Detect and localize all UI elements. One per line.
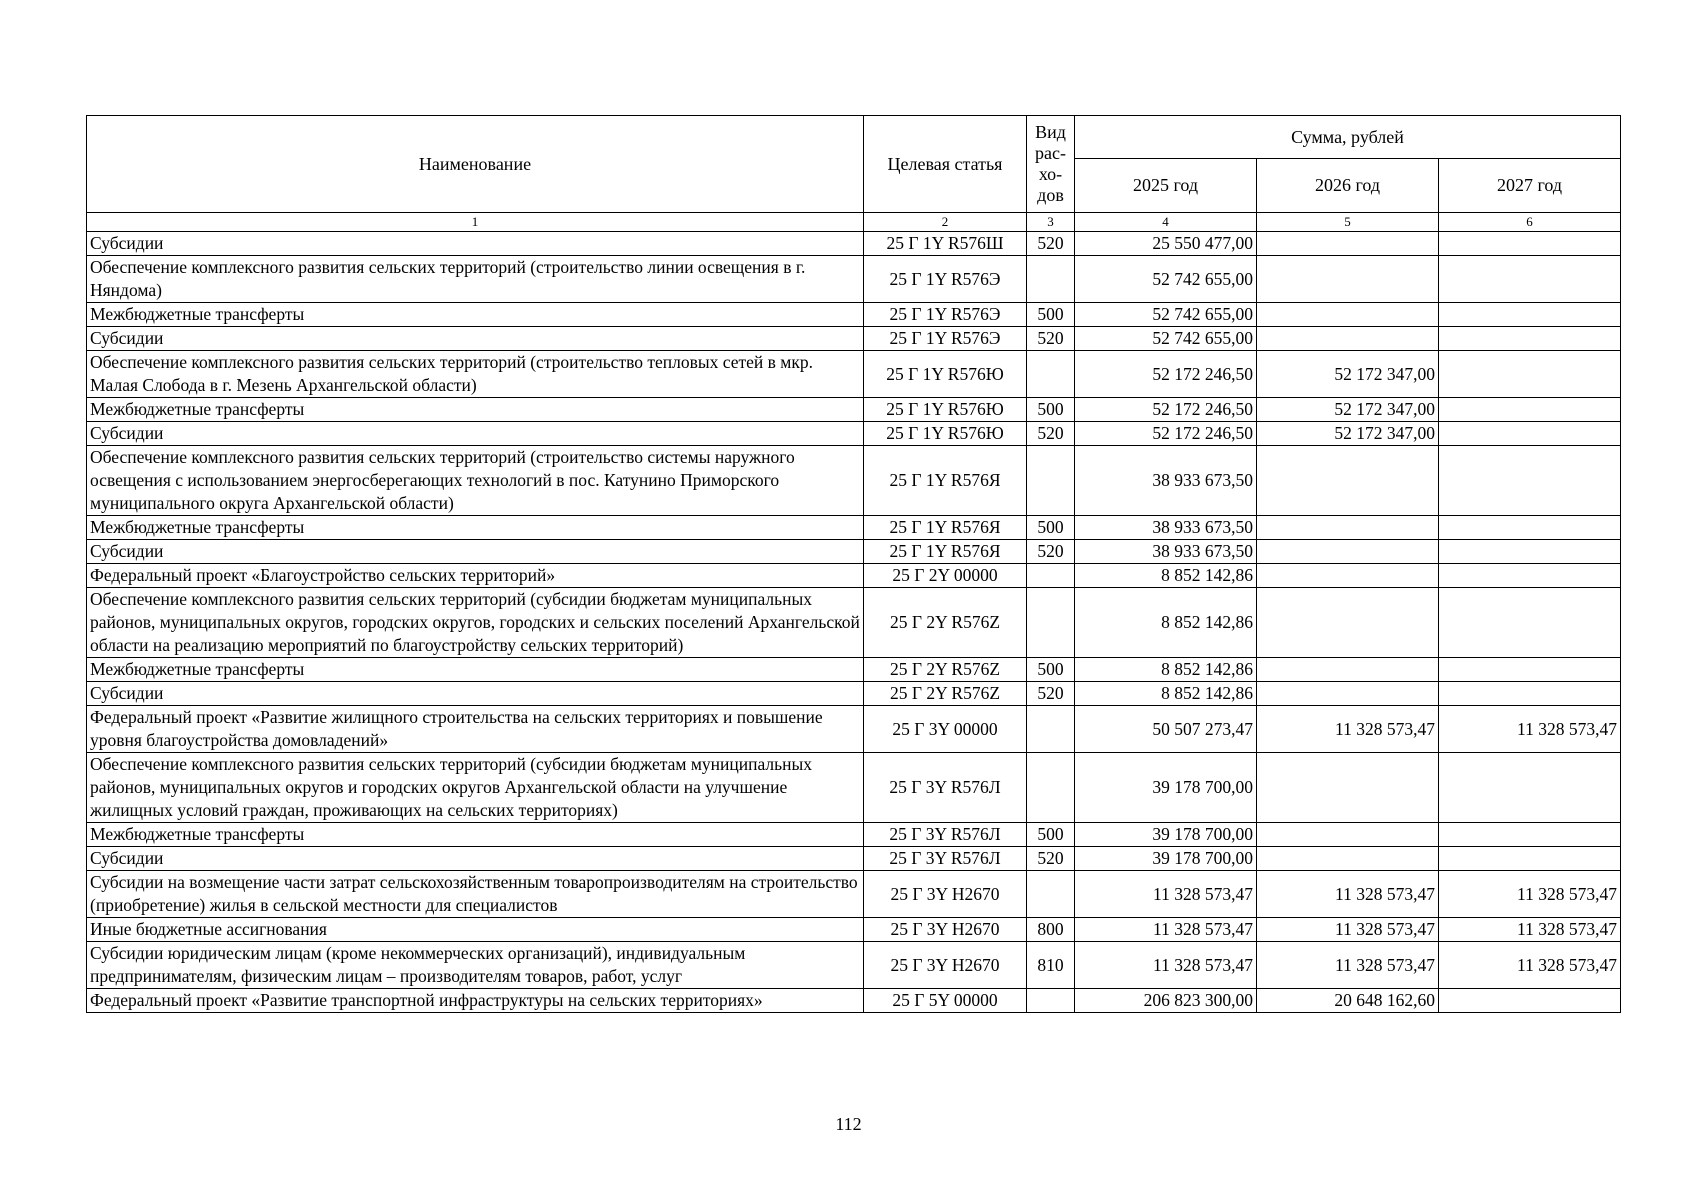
page-number: 112 [835,1114,862,1134]
table-row [87,351,1621,398]
row-sum-2027 [1439,516,1621,540]
table-row [87,989,1621,1013]
row-name: Субсидии [87,540,864,564]
table-row [87,327,1621,351]
row-name: Обеспечение комплексного развития сельских территорий (строительство системы наружного освещения с использованием энергосберегающих технологий в пос. Катунино Приморского муниципального округа Архангельской области) [87,446,864,516]
row-code: 25 Г 1Y R576Э [864,256,1027,303]
row-sum-2025: 52 172 246,50 [1075,351,1257,398]
row-sum-2026: 52 172 347,00 [1257,422,1439,446]
row-code: 25 Г 1Y R576Э [864,303,1027,327]
row-name: Субсидии [87,682,864,706]
row-sum-2025: 38 933 673,50 [1075,446,1257,516]
row-name: Обеспечение комплексного развития сельских территорий (субсидии бюджетам муниципальных районов, муниципальных округов и городских округов Архангельской области на улучшение жилищных условий граждан, проживающих на сельских территориях) [87,753,864,823]
row-vid [1027,256,1075,303]
table-row [87,256,1621,303]
row-sum-2026 [1257,823,1439,847]
row-sum-2025: 25 550 477,00 [1075,232,1257,256]
row-sum-2026 [1257,658,1439,682]
row-code: 25 Г 3Y Н2670 [864,918,1027,942]
row-sum-2026: 52 172 347,00 [1257,351,1439,398]
table-row [87,422,1621,446]
row-sum-2026: 11 328 573,47 [1257,706,1439,753]
row-sum-2027 [1439,682,1621,706]
row-vid: 500 [1027,398,1075,422]
row-code: 25 Г 1Y R576Ю [864,422,1027,446]
row-vid: 500 [1027,303,1075,327]
header-year-2025: 2025 год [1075,159,1257,213]
row-name: Субсидии юридическим лицам (кроме некоммерческих организаций), индивидуальным предпринимателям, физическим лицам – производителям товаров, работ, услуг [87,942,864,989]
row-name: Обеспечение комплексного развития сельских территорий (субсидии бюджетам муниципальных районов, муниципальных округов, городских округов, городских и сельских поселений Архангельской области на реализацию мероприятий по благоустройству сельских территорий) [87,588,864,658]
row-sum-2027 [1439,540,1621,564]
row-name: Субсидии на возмещение части затрат сельскохозяйственным товаропроизводителям на строительство (приобретение) жилья в сельской местности для специалистов [87,871,864,918]
row-sum-2027: 11 328 573,47 [1439,706,1621,753]
row-sum-2026: 11 328 573,47 [1257,918,1439,942]
row-sum-2025: 39 178 700,00 [1075,753,1257,823]
row-vid: 500 [1027,658,1075,682]
row-name: Межбюджетные трансферты [87,303,864,327]
table-row [87,658,1621,682]
row-code: 25 Г 2Y R576Z [864,588,1027,658]
row-sum-2025: 38 933 673,50 [1075,540,1257,564]
row-code: 25 Г 3Y Н2670 [864,871,1027,918]
row-sum-2026 [1257,327,1439,351]
table-row [87,303,1621,327]
row-sum-2027 [1439,303,1621,327]
table-row [87,942,1621,989]
row-name: Межбюджетные трансферты [87,398,864,422]
row-code: 25 Г 3Y R576Л [864,823,1027,847]
header-name: Наименование [87,116,864,213]
row-sum-2026 [1257,847,1439,871]
row-sum-2027 [1439,446,1621,516]
column-number: 2 [864,213,1027,232]
column-number: 6 [1439,213,1621,232]
row-sum-2026 [1257,753,1439,823]
row-sum-2026: 11 328 573,47 [1257,871,1439,918]
column-number: 4 [1075,213,1257,232]
column-number: 5 [1257,213,1439,232]
row-vid [1027,989,1075,1013]
row-vid: 520 [1027,232,1075,256]
table-row [87,564,1621,588]
table-row [87,847,1621,871]
row-vid: 520 [1027,540,1075,564]
row-sum-2026 [1257,588,1439,658]
row-name: Федеральный проект «Развитие жилищного строительства на сельских территориях и повышение уровня благоустройства домовладений» [87,706,864,753]
row-sum-2027 [1439,658,1621,682]
row-vid [1027,706,1075,753]
row-vid [1027,753,1075,823]
row-code: 25 Г 1Y R576Ю [864,398,1027,422]
row-vid: 810 [1027,942,1075,989]
row-sum-2025: 52 172 246,50 [1075,398,1257,422]
row-code: 25 Г 1Y R576Я [864,540,1027,564]
row-sum-2027 [1439,823,1621,847]
row-sum-2025: 11 328 573,47 [1075,942,1257,989]
row-sum-2027 [1439,232,1621,256]
table-row [87,753,1621,823]
row-sum-2025: 52 742 655,00 [1075,327,1257,351]
row-sum-2027: 11 328 573,47 [1439,918,1621,942]
row-sum-2025: 52 742 655,00 [1075,303,1257,327]
column-numbers-row [87,213,1621,232]
row-sum-2025: 52 172 246,50 [1075,422,1257,446]
row-sum-2025: 8 852 142,86 [1075,588,1257,658]
row-sum-2026: 11 328 573,47 [1257,942,1439,989]
row-name: Субсидии [87,327,864,351]
row-code: 25 Г 1Y R576Э [864,327,1027,351]
table-row [87,516,1621,540]
row-sum-2027 [1439,351,1621,398]
row-name: Федеральный проект «Развитие транспортной инфраструктуры на сельских территориях» [87,989,864,1013]
row-code: 25 Г 2Y R576Z [864,658,1027,682]
row-sum-2027 [1439,989,1621,1013]
row-sum-2026: 52 172 347,00 [1257,398,1439,422]
row-sum-2025: 8 852 142,86 [1075,564,1257,588]
row-vid: 500 [1027,823,1075,847]
row-sum-2026: 20 648 162,60 [1257,989,1439,1013]
table-row [87,588,1621,658]
row-sum-2027: 11 328 573,47 [1439,942,1621,989]
table-row [87,823,1621,847]
row-sum-2027 [1439,256,1621,303]
row-vid [1027,351,1075,398]
row-code: 25 Г 2Y R576Z [864,682,1027,706]
table-row [87,706,1621,753]
row-sum-2025: 50 507 273,47 [1075,706,1257,753]
row-sum-2025: 39 178 700,00 [1075,823,1257,847]
row-code: 25 Г 3Y R576Л [864,847,1027,871]
row-sum-2025: 11 328 573,47 [1075,918,1257,942]
row-sum-2026 [1257,564,1439,588]
row-sum-2025: 206 823 300,00 [1075,989,1257,1013]
row-name: Субсидии [87,232,864,256]
row-vid [1027,446,1075,516]
row-name: Межбюджетные трансферты [87,658,864,682]
row-name: Межбюджетные трансферты [87,516,864,540]
row-name: Обеспечение комплексного развития сельских территорий (строительство тепловых сетей в мкр. Малая Слобода в г. Мезень Архангельской области) [87,351,864,398]
row-sum-2026 [1257,232,1439,256]
row-vid [1027,588,1075,658]
row-vid: 520 [1027,847,1075,871]
row-sum-2027: 11 328 573,47 [1439,871,1621,918]
row-sum-2025: 52 742 655,00 [1075,256,1257,303]
row-vid: 520 [1027,327,1075,351]
row-sum-2027 [1439,398,1621,422]
row-code: 25 Г 5Y 00000 [864,989,1027,1013]
table-row [87,918,1621,942]
row-name: Иные бюджетные ассигнования [87,918,864,942]
column-number: 1 [87,213,864,232]
header-vid: Вид рас-хо-дов [1027,116,1075,213]
row-sum-2025: 8 852 142,86 [1075,658,1257,682]
row-sum-2026 [1257,516,1439,540]
row-sum-2027 [1439,753,1621,823]
column-number: 3 [1027,213,1075,232]
row-sum-2026 [1257,256,1439,303]
row-sum-2026 [1257,540,1439,564]
row-vid: 800 [1027,918,1075,942]
table-row [87,540,1621,564]
row-code: 25 Г 3Y R576Л [864,753,1027,823]
row-sum-2025: 39 178 700,00 [1075,847,1257,871]
row-code: 25 Г 3Y Н2670 [864,942,1027,989]
table-row [87,871,1621,918]
row-code: 25 Г 1Y R576Я [864,446,1027,516]
row-code: 25 Г 1Y R576Ш [864,232,1027,256]
row-sum-2027 [1439,327,1621,351]
row-name: Субсидии [87,422,864,446]
row-vid: 500 [1027,516,1075,540]
row-code: 25 Г 1Y R576Ю [864,351,1027,398]
row-code: 25 Г 2Y 00000 [864,564,1027,588]
table-row [87,398,1621,422]
header-code: Целевая статья [864,116,1027,213]
header-year-2027: 2027 год [1439,159,1621,213]
row-sum-2026 [1257,682,1439,706]
row-sum-2026 [1257,446,1439,516]
row-sum-2025: 11 328 573,47 [1075,871,1257,918]
row-code: 25 Г 3Y 00000 [864,706,1027,753]
budget-table [86,115,1621,1013]
table-row [87,446,1621,516]
row-name: Обеспечение комплексного развития сельских территорий (строительство линии освещения в г. Няндома) [87,256,864,303]
row-vid: 520 [1027,422,1075,446]
table-row [87,232,1621,256]
row-sum-2027 [1439,422,1621,446]
row-vid [1027,564,1075,588]
row-sum-2026 [1257,303,1439,327]
row-sum-2027 [1439,588,1621,658]
row-name: Федеральный проект «Благоустройство сельских территорий» [87,564,864,588]
row-name: Межбюджетные трансферты [87,823,864,847]
row-sum-2027 [1439,847,1621,871]
row-code: 25 Г 1Y R576Я [864,516,1027,540]
header-year-2026: 2026 год [1257,159,1439,213]
row-sum-2025: 8 852 142,86 [1075,682,1257,706]
table-row [87,682,1621,706]
row-sum-2027 [1439,564,1621,588]
row-vid: 520 [1027,682,1075,706]
row-vid [1027,871,1075,918]
header-sum: Сумма, рублей [1075,116,1621,159]
row-name: Субсидии [87,847,864,871]
row-sum-2025: 38 933 673,50 [1075,516,1257,540]
